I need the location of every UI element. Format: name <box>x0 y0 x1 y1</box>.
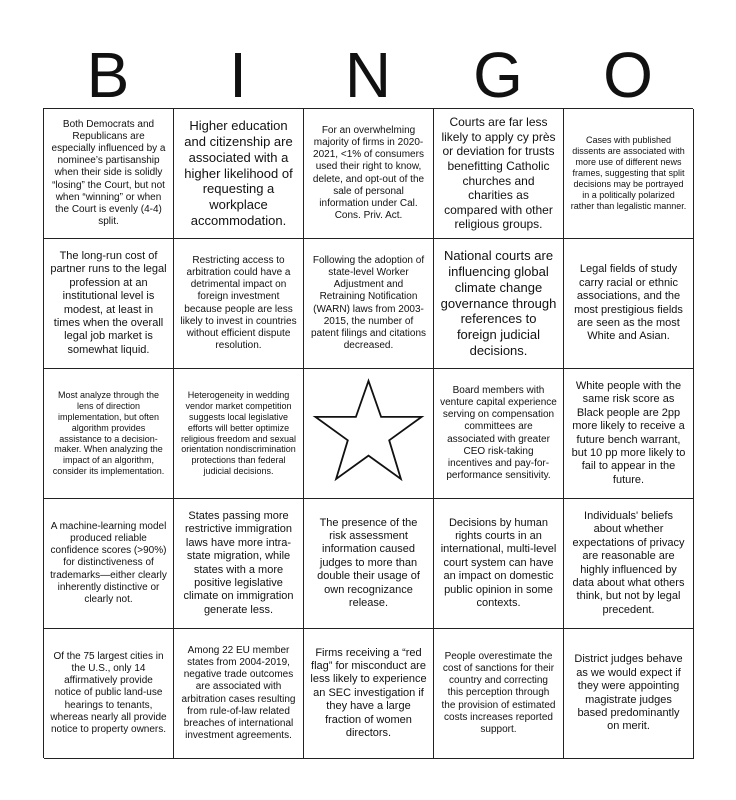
cell-text: For an overwhelming majority of firms in 2020-2021, <1% of consumers used their right to know, delete, and opt-out of the sale of personal information under Cal. Cons. Priv. Act. <box>312 124 425 222</box>
cell-text: Higher education and citizenship are associated with a higher likelihood of requesting a workplace accommodation. <box>184 117 293 229</box>
cell-text: White people with the same risk score as Black people are 2pp more likely to receive a future bench warrant, but 10 pp more likely to fail to appear in the future. <box>571 379 686 486</box>
cell-text: Heterogeneity in wedding vendor market competition suggests local legislative efforts will better optimize religious freedom and sexual orientation nondiscrimination protections than federal judicial decisions. <box>180 389 297 477</box>
cell-text: Most analyze through the lens of direction implementation, but often algorithm provides assistance to a decision-maker. When analyzing the impact of an algorithm, consider its implementation. <box>52 389 165 477</box>
cell-text: Following the adoption of state-level Worker Adjustment and Retraining Notification (WARN) laws from 2003-2015, the number of patent filings and citations decreased. <box>310 254 427 352</box>
bingo-cell[interactable] <box>304 499 434 629</box>
bingo-header <box>43 39 693 111</box>
cell-text: Of the 75 largest cities in the U.S., only 14 affirmatively provide notice of public land-use hearings to tenants, whereas nearly all provide notice to property owners. <box>50 650 167 735</box>
bingo-cell[interactable] <box>44 109 174 239</box>
bingo-cell[interactable] <box>44 369 174 499</box>
header-letter-g: G <box>473 39 523 111</box>
bingo-cell[interactable] <box>174 499 304 629</box>
bingo-cell[interactable] <box>304 109 434 239</box>
cell-text: Courts are far less likely to apply cy près or deviation for trusts benefitting Catholic churches and charities as compared with other religious groups. <box>441 115 556 232</box>
bingo-cell[interactable] <box>44 629 174 759</box>
bingo-cell[interactable] <box>564 499 694 629</box>
cell-text: People overestimate the cost of sanctions for their country and correcting this perception through the provision of estimated costs increases reported support. <box>441 650 556 735</box>
bingo-cell[interactable] <box>434 109 564 239</box>
cell-text: Cases with published dissents are associated with more use of different news frames, suggesting that split decisions may be portrayed in a politically polarized rather than legalistic manner. <box>570 135 687 211</box>
bingo-cell[interactable] <box>174 109 304 239</box>
bingo-cell[interactable] <box>564 369 694 499</box>
star-icon <box>310 370 427 498</box>
bingo-cell[interactable] <box>174 369 304 499</box>
bingo-cell[interactable] <box>44 499 174 629</box>
bingo-grid <box>43 108 693 758</box>
free-space-cell[interactable] <box>304 369 434 499</box>
header-letter-o: O <box>603 39 653 111</box>
bingo-cell[interactable] <box>564 239 694 369</box>
cell-text: Firms receiving a “red flag” for misconduct are less likely to experience an SEC investigation if they have a large fraction of women directors. <box>310 646 427 740</box>
header-letter-b: B <box>86 39 130 111</box>
header-letter-i: I <box>229 39 247 111</box>
cell-text: The presence of the risk assessment information caused judges to more than double their usage of own recognizance release. <box>317 516 420 610</box>
bingo-cell[interactable] <box>434 499 564 629</box>
header-letter-n: N <box>344 39 392 111</box>
bingo-cell[interactable] <box>434 629 564 759</box>
bingo-cell[interactable] <box>564 109 694 239</box>
cell-text: States passing more restrictive immigration laws have more intra-state migration, while states with a more positive legislative climate on immigration generate less. <box>183 509 294 616</box>
bingo-cell[interactable] <box>174 629 304 759</box>
cell-text: District judges behave as we would expect if they were appointing magistrate judges based predominantly on merit. <box>574 653 683 733</box>
cell-text: Individuals' beliefs about whether expectations of privacy are reasonable are highly influenced by data about what others think, but not by legal precedent. <box>572 509 685 616</box>
bingo-cell[interactable] <box>304 629 434 759</box>
cell-text: Board members with venture capital experience serving on compensation committees are associated with greater CEO risk-taking incentives and pay-for-performance sensitivity. <box>440 384 557 482</box>
cell-text: Restricting access to arbitration could have a detrimental impact on foreign investment because people are less likely to invest in countries without efficient dispute resolution. <box>180 254 297 352</box>
cell-text: A machine-learning model produced reliable confidence scores (>90%) for distinctiveness of trademarks—either clearly inherently distinctive or clearly not. <box>50 520 167 605</box>
cell-text: The long-run cost of partner runs to the legal profession at an institutional level is modest, at least in times when the overall legal job market is somewhat liquid. <box>50 249 167 356</box>
cell-text: National courts are influencing global climate change governance through references to foreign judicial decisions. <box>440 247 557 359</box>
bingo-cell[interactable] <box>564 629 694 759</box>
cell-text: Both Democrats and Republicans are especially influenced by a nominee’s partisanship when their side is solidly “losing” the Court, but not when “winning” or when the Court is evenly (4-4) split. <box>51 118 166 228</box>
cell-text: Legal fields of study carry racial or ethnic associations, and the most prestigious fields are seen as the most White and Asian. <box>574 263 683 343</box>
bingo-cell[interactable] <box>434 369 564 499</box>
cell-text: Among 22 EU member states from 2004-2019, negative trade outcomes are associated with arbitration cases resulting from rule-of-law related breaches of international investment agreements. <box>181 644 296 742</box>
bingo-cell[interactable] <box>434 239 564 369</box>
cell-text: Decisions by human rights courts in an international, multi-level court system can have an impact on domestic public opinion in some contexts. <box>440 516 557 610</box>
bingo-cell[interactable] <box>304 239 434 369</box>
bingo-cell[interactable] <box>44 239 174 369</box>
bingo-cell[interactable] <box>174 239 304 369</box>
